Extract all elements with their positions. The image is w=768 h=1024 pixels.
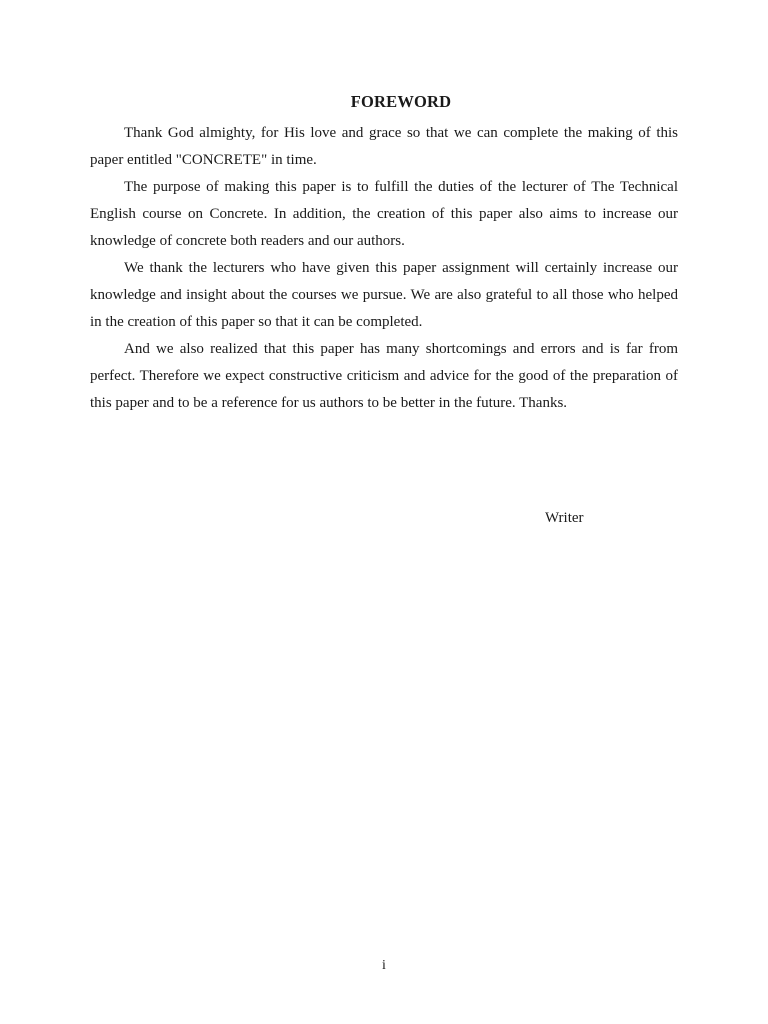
foreword-body xyxy=(90,120,678,417)
paragraph-3: We thank the lecturers who have given this paper assignment will certainly increase our knowledge and insight about the courses we pursue. We are also grateful to all those who helped in the creation of this paper so that it can be completed. xyxy=(90,260,678,330)
paragraph-4: And we also realized that this paper has many shortcomings and errors and is far from perfect. Therefore we expect constructive criticism and advice for the good of the preparation of this paper and to be a reference for us authors to be better in the future. Thanks. xyxy=(90,341,678,411)
paragraph-1: Thank God almighty, for His love and grace so that we can complete the making of this paper entitled "CONCRETE" in time. xyxy=(90,125,678,168)
page-number: i xyxy=(382,958,386,973)
signature: Writer xyxy=(545,510,584,526)
page-title: FOREWORD xyxy=(350,92,452,111)
paragraph-2: The purpose of making this paper is to fulfill the duties of the lecturer of The Technical English course on Concrete. In addition, the creation of this paper also aims to increase our knowledge of concrete both readers and our authors. xyxy=(90,179,678,249)
